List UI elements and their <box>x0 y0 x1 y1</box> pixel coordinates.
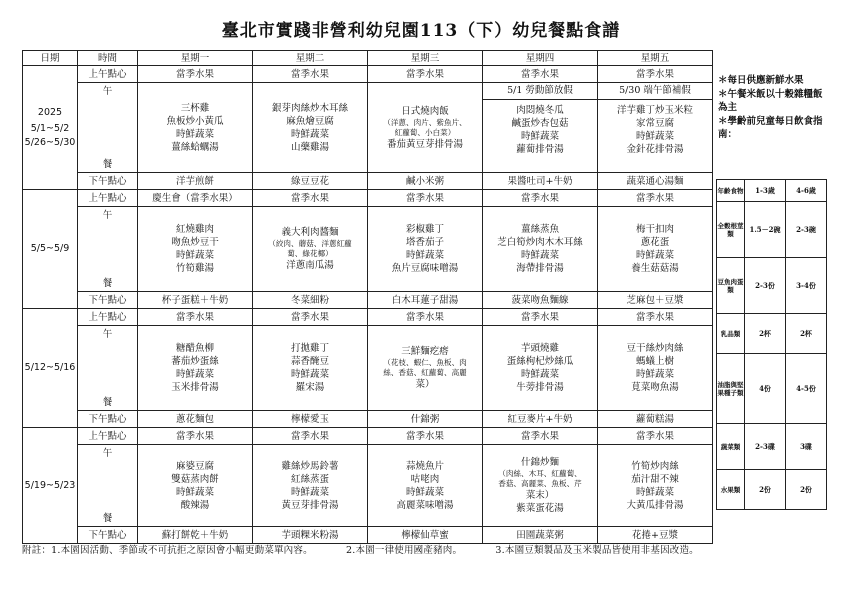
lunch-menu <box>253 207 368 292</box>
lunch-item: 竹筍雞湯 <box>175 263 214 274</box>
portion-row <box>717 258 827 314</box>
period-line: 5/5~5/9 <box>30 243 70 254</box>
footer-note-2: 2.本園一律使用國產豬肉。 <box>346 545 463 556</box>
lunch-menu <box>483 83 598 173</box>
lunch-item: 時鮮蔬菜 <box>520 369 559 380</box>
portion-row <box>717 354 827 424</box>
footer-notes <box>22 542 729 556</box>
week-period <box>23 66 78 190</box>
lunch-item: 黃豆芽排骨湯 <box>281 499 339 511</box>
morning-snack: 當季水果 <box>598 428 713 445</box>
lunch-item: 時鮮蔬菜 <box>175 128 214 140</box>
lunch-label-bottom: 餐 <box>102 158 113 170</box>
morning-snack: 當季水果 <box>253 190 368 207</box>
lunch-item: 雙菇蒸肉餅 <box>171 473 219 485</box>
afternoon-snack: 花捲+豆漿 <box>598 527 713 544</box>
afternoon-snack: 蘿蔔糕湯 <box>598 411 713 428</box>
footer-note-3: 3.本園豆類製品及玉米製品皆使用非基因改造。 <box>495 545 699 556</box>
lunch-item: 薑絲蛤蠣湯 <box>171 141 219 153</box>
lunch-label-top: 午 <box>102 85 113 97</box>
lunch-menu <box>138 326 253 411</box>
morning-snack: 當季水果 <box>483 66 598 83</box>
period-line: 5/1~5/2 <box>30 122 70 134</box>
portion-age46: 3-4份 <box>786 258 827 314</box>
lunch-item: 紅絲蒸蛋 <box>290 473 329 485</box>
nutrition-notes <box>716 74 826 142</box>
afternoon-snack: 田園蔬菜粥 <box>483 527 598 544</box>
lunch-menu <box>483 326 598 411</box>
morning-snack: 當季水果 <box>368 190 483 207</box>
morning-snack: 當季水果 <box>368 309 483 326</box>
lunch-menu <box>598 83 713 173</box>
morning-snack: 當季水果 <box>138 428 253 445</box>
lunch-menu <box>253 445 368 527</box>
lunch-item: 茄汁甜不辣 <box>631 473 679 485</box>
note-guide: ＊學齡前兒童每日飲食指南： <box>718 115 823 140</box>
time-lunch <box>78 445 138 527</box>
morning-snack: 當季水果 <box>483 190 598 207</box>
lunch-item: 日式燒肉飯 <box>401 105 449 117</box>
lunch-item: 吻魚炒豆干 <box>171 237 219 248</box>
morning-row <box>23 428 713 445</box>
time-afternoon: 下午點心 <box>78 411 138 428</box>
afternoon-snack: 菠菜吻魚麵線 <box>483 292 598 309</box>
holiday-note: 5/30 端午節補假 <box>598 83 712 100</box>
lunch-item: 洋芋雞丁炒玉米粒 <box>616 105 693 116</box>
lunch-item: 雞絲炒馬鈴薯 <box>281 460 339 472</box>
afternoon-row <box>23 527 713 544</box>
lunch-item: 麻婆豆腐 <box>175 460 214 472</box>
afternoon-snack: 冬菜細粉 <box>253 292 368 309</box>
lunch-item: 時鮮蔬菜 <box>635 131 674 142</box>
lunch-label-top: 午 <box>102 328 113 340</box>
afternoon-row <box>23 292 713 309</box>
lunch-menu <box>368 207 483 292</box>
lunch-item: 時鮮蔬菜 <box>635 250 674 261</box>
lunch-menu <box>368 445 483 527</box>
lunch-label-bottom: 餐 <box>102 277 113 289</box>
lunch-item: 大黃瓜排骨湯 <box>626 499 684 511</box>
period-line: 2025 <box>37 106 63 118</box>
portion-food: 全穀根莖類 <box>717 202 745 258</box>
lunch-label-bottom: 餐 <box>102 396 113 408</box>
lunch-item: 義大利肉醬麵 <box>281 227 339 238</box>
lunch-item: 蔥花蛋 <box>640 237 670 248</box>
portion-food: 豆魚肉蛋類 <box>717 258 745 314</box>
lunch-item: 芋頭燒雞 <box>520 343 559 354</box>
lunch-label-top: 午 <box>102 209 113 221</box>
lunch-item: 鹹蛋炒杏包菇 <box>511 118 569 129</box>
portion-age13: 2杯 <box>745 314 786 354</box>
lunch-menu <box>368 326 483 411</box>
afternoon-snack: 蔥花麵包 <box>138 411 253 428</box>
afternoon-snack: 洋芋煎餅 <box>138 173 253 190</box>
lunch-item: 洋蔥南瓜湯 <box>286 260 334 271</box>
afternoon-snack: 鹹小米粥 <box>368 173 483 190</box>
afternoon-row <box>23 173 713 190</box>
lunch-item: 家常豆腐 <box>635 118 674 129</box>
lunch-menu <box>598 326 713 411</box>
lunch-item: 絲、香菇、紅蘿蔔、高麗 <box>383 368 467 377</box>
lunch-menu <box>138 83 253 173</box>
lunch-menu <box>598 445 713 527</box>
lunch-item: 梅干扣肉 <box>635 224 674 235</box>
lunch-menu <box>483 445 598 527</box>
portion-age13: 1-3歲 <box>745 180 786 202</box>
lunch-item: 魚片豆腐味噌湯 <box>391 263 459 274</box>
lunch-item: 蛋絲枸杞炒絲瓜 <box>506 356 574 367</box>
lunch-item: 時鮮蔬菜 <box>175 250 214 261</box>
lunch-item: 薑絲蒸魚 <box>520 224 559 235</box>
time-lunch <box>78 83 138 173</box>
time-morning: 上午點心 <box>78 309 138 326</box>
lunch-item: 三杯雞 <box>180 102 210 114</box>
time-morning: 上午點心 <box>78 66 138 83</box>
header-cell: 星期二 <box>253 51 368 66</box>
lunch-item: 海帶排骨湯 <box>516 263 564 274</box>
lunch-item: 咕咾肉 <box>410 473 440 485</box>
morning-snack: 當季水果 <box>598 309 713 326</box>
afternoon-snack: 檸檬仙草蜜 <box>368 527 483 544</box>
lunch-item: 時鮮蔬菜 <box>520 250 559 261</box>
lunch-item: 時鮮蔬菜 <box>290 369 329 380</box>
lunch-item: 時鮮蔬菜 <box>290 128 329 140</box>
footer-note-1: 附註：1.本園因活動、季節或不可抗拒之原因會小幅更動菜單內容。 <box>22 545 313 556</box>
portion-age46: 2杯 <box>786 314 827 354</box>
lunch-item: 蒜香醃豆 <box>290 356 329 367</box>
lunch-item: 菜末） <box>525 490 555 501</box>
portion-row <box>717 202 827 258</box>
portion-age46: 3碟 <box>786 424 827 470</box>
portion-age13: 2-3碟 <box>745 424 786 470</box>
lunch-item: 紅蘿蔔、小白菜） <box>394 127 456 137</box>
morning-snack: 當季水果 <box>598 190 713 207</box>
lunch-item: （肉絲、木耳、紅蘿蔔、 <box>498 469 582 478</box>
morning-snack: 當季水果 <box>483 428 598 445</box>
holiday-note: 5/1 勞動節放假 <box>483 83 597 100</box>
morning-snack: 當季水果 <box>138 309 253 326</box>
portion-row <box>717 314 827 354</box>
week-period <box>23 428 78 544</box>
lunch-item: 糖醋魚柳 <box>175 343 214 354</box>
lunch-item: 麻魚燴豆腐 <box>286 115 334 127</box>
note-rice: ＊午餐米飯以十穀雜糧飯為主 <box>718 88 823 113</box>
period-line: 5/19~5/23 <box>24 479 76 491</box>
lunch-item: 豆干絲炒肉絲 <box>626 343 684 354</box>
lunch-item: 時鮮蔬菜 <box>175 486 214 498</box>
header-cell: 星期四 <box>483 51 598 66</box>
lunch-item: 酸辣湯 <box>180 499 210 511</box>
lunch-item: 山藥雞湯 <box>290 141 329 153</box>
lunch-item: 養生菇菇湯 <box>631 263 679 274</box>
lunch-label-bottom: 餐 <box>102 512 113 524</box>
lunch-menu <box>598 207 713 292</box>
lunch-item: 時鮮蔬菜 <box>290 486 329 498</box>
morning-row <box>23 309 713 326</box>
afternoon-snack: 綠豆豆花 <box>253 173 368 190</box>
lunch-item: 塔香茄子 <box>405 237 444 248</box>
morning-snack: 當季水果 <box>368 428 483 445</box>
header-row <box>23 51 713 66</box>
portion-age13: 2-3份 <box>745 258 786 314</box>
afternoon-snack: 蔬菜通心湯麵 <box>598 173 713 190</box>
header-cell: 日期 <box>23 51 78 66</box>
lunch-item: 時鮮蔬菜 <box>520 131 559 142</box>
portion-row <box>717 424 827 470</box>
lunch-item: 紫菜蛋花湯 <box>516 503 564 514</box>
time-morning: 上午點心 <box>78 428 138 445</box>
afternoon-snack: 果醬吐司+牛奶 <box>483 173 598 190</box>
portion-age13: 2份 <box>745 470 786 510</box>
time-lunch <box>78 207 138 292</box>
afternoon-row <box>23 411 713 428</box>
morning-snack: 當季水果 <box>138 66 253 83</box>
morning-row <box>23 190 713 207</box>
lunch-menu <box>483 207 598 292</box>
portion-food: 乳品類 <box>717 314 745 354</box>
portion-age46: 4-5份 <box>786 354 827 424</box>
lunch-item: 莧菜吻魚湯 <box>631 382 679 393</box>
morning-snack: 當季水果 <box>598 66 713 83</box>
portion-age13: 1.5－2碗 <box>745 202 786 258</box>
week-period <box>23 309 78 428</box>
lunch-menu <box>138 207 253 292</box>
portion-food: 水果類 <box>717 470 745 510</box>
afternoon-snack: 芝麻包＋豆漿 <box>598 292 713 309</box>
time-morning: 上午點心 <box>78 190 138 207</box>
lunch-item: 螞蟻上樹 <box>635 356 674 367</box>
portion-row <box>717 470 827 510</box>
morning-snack: 當季水果 <box>253 428 368 445</box>
header-cell: 星期三 <box>368 51 483 66</box>
lunch-item: 蕃茄炒蛋絲 <box>171 356 219 367</box>
lunch-item: 時鮮蔬菜 <box>635 369 674 380</box>
lunch-row <box>23 207 713 292</box>
page-title: 臺北市實踐非營利幼兒園113（下）幼兒餐點食譜 <box>221 21 621 41</box>
lunch-item: （絞肉、蘑菇、洋蔥紅蘿 <box>268 239 352 248</box>
note-fruit: ＊每日供應新鮮水果 <box>718 75 804 86</box>
afternoon-snack: 白木耳蓮子甜湯 <box>368 292 483 309</box>
lunch-label-top: 午 <box>102 447 113 459</box>
portion-age46: 2-3碗 <box>786 202 827 258</box>
morning-snack: 當季水果 <box>368 66 483 83</box>
lunch-item: 什錦炒麵 <box>520 457 559 468</box>
morning-row <box>23 66 713 83</box>
morning-snack: 當季水果 <box>253 66 368 83</box>
lunch-item: 肉悶燒冬瓜 <box>516 105 564 116</box>
lunch-item: 金針花排骨湯 <box>626 144 684 155</box>
lunch-item: 羅宋湯 <box>295 382 325 393</box>
lunch-item: 香菇、高麗菜、魚板、芹 <box>498 479 582 488</box>
lunch-item: 時鮮蔬菜 <box>405 250 444 261</box>
lunch-item: 時鮮蔬菜 <box>175 369 214 380</box>
afternoon-snack: 什錦粥 <box>368 411 483 428</box>
lunch-item: 魚板炒小黃瓜 <box>166 115 224 127</box>
lunch-item: 時鮮蔬菜 <box>635 486 674 498</box>
lunch-item: 蘿蔔排骨湯 <box>516 144 564 155</box>
lunch-item: 竹筍炒肉絲 <box>631 460 679 472</box>
lunch-item: 芝白筍炒肉木木耳絲 <box>497 237 583 248</box>
lunch-item: 玉米排骨湯 <box>171 382 219 393</box>
time-afternoon: 下午點心 <box>78 292 138 309</box>
afternoon-snack: 蘇打餅乾＋牛奶 <box>138 527 253 544</box>
lunch-item: 高麗菜味噌湯 <box>396 499 454 511</box>
afternoon-snack: 紅豆麥片+牛奶 <box>483 411 598 428</box>
portion-food: 油脂與堅果種子類 <box>717 354 745 424</box>
afternoon-snack: 杯子蛋糕＋牛奶 <box>138 292 253 309</box>
lunch-row <box>23 83 713 173</box>
time-afternoon: 下午點心 <box>78 173 138 190</box>
lunch-item: 銀芽肉絲炒木耳絲 <box>271 102 348 114</box>
lunch-item: 三鮮麵疙瘩 <box>401 346 449 357</box>
lunch-item: （洋蔥、肉片、紫魚片、 <box>383 117 467 127</box>
lunch-menu <box>253 83 368 173</box>
morning-snack: 當季水果 <box>483 309 598 326</box>
header-cell: 星期一 <box>138 51 253 66</box>
portion-age46: 2份 <box>786 470 827 510</box>
lunch-item: （花枝、蝦仁、魚板、肉 <box>383 358 467 367</box>
lunch-item: 時鮮蔬菜 <box>405 486 444 498</box>
lunch-row <box>23 326 713 411</box>
afternoon-snack: 芋頭粿米粉湯 <box>253 527 368 544</box>
morning-snack: 當季水果 <box>253 309 368 326</box>
lunch-item: 蒜燒魚片 <box>405 460 444 472</box>
period-line: 5/12~5/16 <box>24 362 76 373</box>
lunch-item: 菜） <box>415 379 435 390</box>
afternoon-snack: 檸檬愛玉 <box>253 411 368 428</box>
portion-age46: 4-6歲 <box>786 180 827 202</box>
portion-table <box>716 179 827 510</box>
lunch-item: 彩椒雞丁 <box>405 224 444 235</box>
lunch-row <box>23 445 713 527</box>
time-lunch <box>78 326 138 411</box>
menu-table <box>22 50 713 544</box>
lunch-menu <box>368 83 483 173</box>
lunch-item: 紅燒雞肉 <box>175 224 214 235</box>
lunch-menu <box>138 445 253 527</box>
lunch-menu <box>253 326 368 411</box>
lunch-item: 番茄黃豆芽排骨湯 <box>386 138 463 150</box>
period-line: 5/26~5/30 <box>24 136 76 148</box>
header-cell: 時間 <box>78 51 138 66</box>
time-afternoon: 下午點心 <box>78 527 138 544</box>
lunch-item: 牛蒡排骨湯 <box>516 382 564 393</box>
header-cell: 星期五 <box>598 51 713 66</box>
morning-snack: 慶生會（當季水果） <box>138 190 253 207</box>
lunch-item: 蔔、綠花椰） <box>287 249 333 258</box>
lunch-item: 打拋雞丁 <box>290 343 329 354</box>
week-period <box>23 190 78 309</box>
portion-age13: 4份 <box>745 354 786 424</box>
portion-row <box>717 180 827 202</box>
portion-food: 年齡食物 <box>717 180 745 202</box>
portion-food: 蔬菜類 <box>717 424 745 470</box>
